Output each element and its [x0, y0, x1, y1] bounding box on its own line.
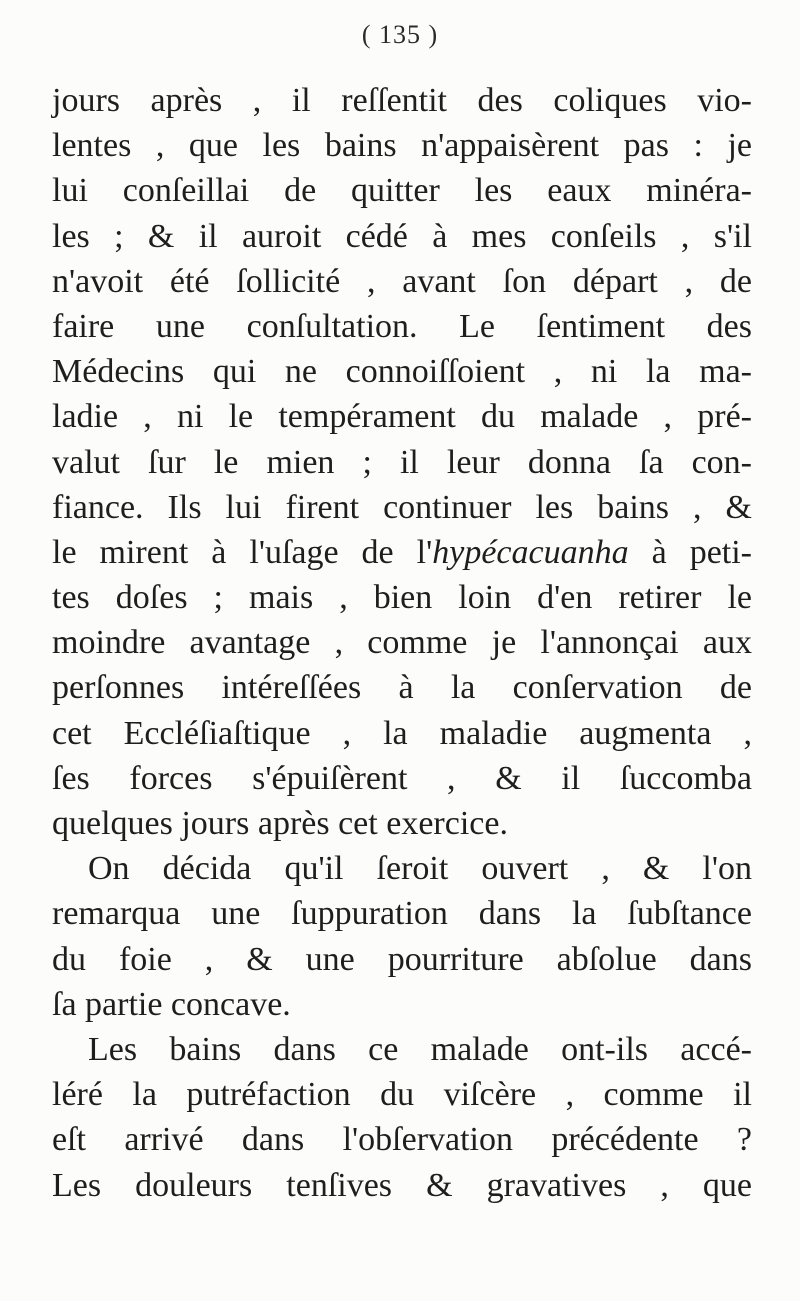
text-line: faire une conſultation. Le ſentiment des	[52, 307, 752, 345]
text-line: du foie , & une pourriture abſolue dans	[52, 940, 752, 978]
text-line: Médecins qui ne connoiſſoient , ni la ma-	[52, 353, 752, 391]
text-line: remarqua une ſuppuration dans la ſubſtance	[52, 895, 752, 933]
text-line: tes doſes ; mais , bien loin d'en retirer le	[52, 579, 752, 617]
text-line: Les bains dans ce malade ont-ils accé-	[88, 1030, 752, 1068]
text-line: ſa partie concave.	[52, 985, 291, 1023]
text-segment: à peti-	[628, 533, 752, 571]
text-line: lui conſeillai de quitter les eaux minéra-	[52, 172, 752, 210]
text-segment: le mirent à l'uſage de l'	[52, 533, 433, 571]
text-line: ſes forces s'épuiſèrent , & il ſuccomba	[52, 759, 752, 797]
text-line: n'avoit été ſollicité , avant ſon départ , de	[52, 262, 752, 300]
text-line: perſonnes intéreſſées à la conſervation de	[52, 669, 752, 707]
text-line: On décida qu'il ſeroit ouvert , & l'on	[88, 850, 752, 888]
italic-term: hypécacuanha	[432, 533, 629, 571]
text-line: valut ſur le mien ; il leur donna ſa con-	[52, 443, 752, 481]
text-line: les ; & il auroit cédé à mes conſeils , s'il	[52, 217, 752, 255]
text-line: moindre avantage , comme je l'annonçai aux	[52, 624, 752, 662]
text-line: Les douleurs tenſives & gravatives , que	[52, 1166, 752, 1204]
text-line: léré la putréfaction du viſcère , comme il	[52, 1076, 752, 1114]
text-line-with-italic	[52, 530, 752, 575]
text-line: quelques jours après cet exercice.	[52, 805, 508, 842]
text-line: ladie , ni le tempérament du malade , pré-	[52, 398, 752, 436]
text-line: lentes , que les bains n'appaisèrent pas : je	[52, 127, 752, 165]
text-line: jours après , il reſſentit des coliques vio-	[52, 82, 752, 119]
text-line: eſt arrivé dans l'obſervation précédente ?	[52, 1121, 752, 1159]
body-text	[52, 78, 752, 1208]
page-number: ( 135 )	[361, 20, 439, 49]
text-line: fiance. Ils lui firent continuer les bains , &	[52, 488, 752, 526]
text-line: cet Eccléſiaſtique , la maladie augmenta ,	[52, 714, 752, 752]
